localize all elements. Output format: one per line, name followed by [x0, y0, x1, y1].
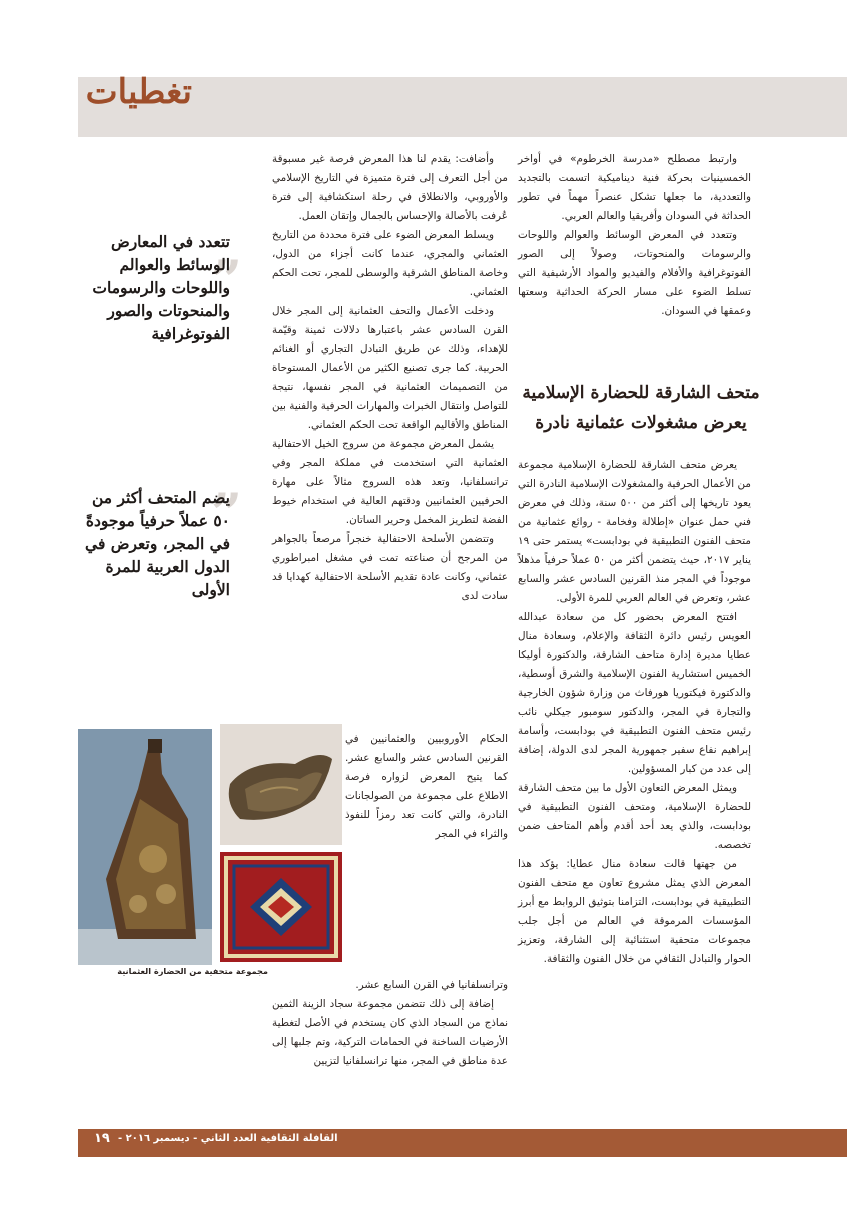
paragraph: ويسلط المعرض الضوء على فترة محددة من التاريخ العثماني والمجري، عندما كانت أجزاء من الدول، وخاصة المناطق الشرقية والوسطى للمجر، تحت الحكم العثماني. — [272, 229, 508, 298]
powder-flask-image — [78, 729, 212, 965]
paragraph: من جهتها قالت سعادة منال عطايا: يؤكد هذا المعرض الذي يمثل مشروع تعاون مع متحف الفنون التطبيقية في بودابست، التزامنا بتوثيق الروابط مع أبرز المؤسسات المرموقة في العالم من أجل جلب مجموعات متحفية استثنائية إلى الشارقة، وتعزيز الحوار والتبادل الثقافي من خلال الفنون والثقافة. — [518, 858, 751, 965]
article-headline — [518, 378, 764, 438]
article-column-middle-bottom — [272, 976, 508, 1071]
quote-mark-icon: „ — [212, 217, 244, 281]
footer-info — [118, 1133, 338, 1144]
footer-magazine-name: القافلة الثقافية — [260, 1133, 338, 1144]
headline-line: يعرض مشغولات عثمانية نادرة — [535, 413, 747, 433]
paragraph: وأضافت: يقدم لنا هذا المعرض فرصة غير مسبوقة من أجل التعرف إلى فترة متميزة في التاريخ الإسلامي والأوروبي، والانطلاق في رحلة استكشافية إلى فترة عُرفت بالأصالة والإحساس بالجمال وإتقان العمل. — [272, 153, 508, 222]
paragraph: الحكام الأوروبيين والعثمانيين في القرنين السادس عشر والسابع عشر. كما يتيح المعرض لزواره فرصة الاطلاع على مجموعة من الصولجانات النادرة، والتي كانت تعد رمزاً للنفوذ والثراء في المجر — [345, 733, 508, 840]
paragraph: وترانسلفانيا في القرن السابع عشر. — [355, 979, 508, 991]
photo-powder-flask — [78, 729, 212, 965]
paragraph: ويمثل المعرض التعاون الأول ما بين متحف الشارقة للحضارة الإسلامية، ومتحف الفنون التطبيقية في بودابست، والذي يعد أحد أقدم وأهم المتاحف ضمن تخصصه. — [518, 782, 751, 851]
saddle-image — [220, 724, 342, 845]
paragraph: افتتح المعرض بحضور كل من سعادة عبدالله العويس رئيس دائرة الثقافة والإعلام، وسعادة منال عطايا مديرة إدارة متاحف الشارقة، والدكتورة أوليكا الخميس استشارية الفنون الإسلامية والشرق أوسطية، والدكتورة فيكتوريا هورفاث من وزارة شؤون الخارجية والتجارة في المجر، والدكتور سومبور جيكلي نائب رئيس متحف الفنون التطبيقية في بودابست، وأسامة إبراهيم نفاع سفير جمهورية المجر لدى الدولة، إضافة إلى عدد من كبار المسؤولين. — [518, 611, 751, 775]
paragraph: ودخلت الأعمال والتحف العثمانية إلى المجر خلال القرن السادس عشر باعتبارها دلالات ثمينة وقيّمة للإهداء، وذلك عن طريق التبادل التجاري أو الغنائم الحربية. كما جرى تصنيع الكثير من الأعمال المستوحاة من التصميمات العثمانية في المجر نفسها، نتيجة للتواصل وانتقال الخبرات والمهارات الحرفية والفنية بين المناطق والأقاليم الواقعة تحت الحكم العثماني. — [272, 305, 508, 431]
photo-saddle — [220, 724, 342, 845]
paragraph: وتتعدد في المعرض الوسائط والعوالم واللوحات والرسومات والمنحوتات، وصولاً إلى الصور الفوتوغرافية والأفلام والفيديو والمواد الأرشيفية التي تسلط الضوء على مسار الحركة الحداثية وسعتها وعمقها في السودان. — [518, 229, 751, 317]
paragraph: يعرض متحف الشارقة للحضارة الإسلامية مجموعة من الأعمال الحرفية والمشغولات الإسلامية النادرة التي يعود تاريخها إلى أكثر من ٥٠٠ سنة، وذلك في معرض فني حمل عنوان «إطلالة وفخامة - روائع عثمانية من متحف الفنون التطبيقية في بودابست» يستمر حتى ١٩ يناير ٢٠١٧، حيث يتضمن أكثر من ٥٠ عملاً حرفياً مذهلاً موجوداً في المجر منذ القرنين السادس عشر والسابع عشر، وتعرض في العالم العربي للمرة الأولى. — [518, 459, 752, 604]
paragraph: وتتضمن الأسلحة الاحتفالية خنجراً مرصعاً بالجواهر من المرجح أن صناعته تمت في مشغل امبراطوري عثماني، وكانت عادة تقديم الأسلحة الاحتفالية كهدايا قد سادت لدى — [272, 533, 508, 602]
pull-quote: يضم المتحف أكثر من ٥٠ عملاً حرفياً موجودةً في المجر، وتعرض في الدول العربية للمرة الأولى — [85, 488, 230, 599]
header-band — [78, 77, 847, 137]
paragraph: وارتبط مصطلح «مدرسة الخرطوم» في أواخر الخمسينيات بحركة فنية ديناميكية اتسمت بالتجديد والتعددية، ما جعلها تشكل عنصراً مهماً في تطور الحداثة في السودان وأفريقيا والعالم العربي. — [518, 153, 751, 222]
paragraph: يشمل المعرض مجموعة من سروج الخيل الاحتفالية العثمانية التي استخدمت في مملكة المجر وفي ترانسلفانيا، وتعد هذه السروج مثالاً على مهارة الحرفيين العثمانيين ودقتهم العالية في استخدام خيوط الفضة لتطريز المخمل وحرير الساتان. — [272, 438, 508, 526]
quote-mark-icon: „ — [212, 450, 244, 514]
section-title: تغطيات — [85, 72, 192, 112]
page-number: ١٩ — [94, 1131, 110, 1146]
article-column-middle — [272, 150, 508, 606]
paragraph: إضافة إلى ذلك تتضمن مجموعة سجاد الزينة الثمين نماذج من السجاد الذي كان يستخدم في الأصل لتغطية الأرضيات الساخنة في الحمامات التركية، وتم جلبها إلى عدة مناطق في المجر، منها ترانسلفانيا لتزيين — [272, 998, 508, 1067]
headline-line: متحف الشارقة للحضارة الإسلامية — [522, 383, 760, 403]
carpet-image — [220, 852, 342, 962]
footer-issue: العدد الثاني - ديسمبر ٢٠١٦ - — [118, 1133, 257, 1144]
article-column-middle-narrow — [345, 730, 508, 844]
pull-quote: تتعدد في المعارض الوسائط والعوالم واللوحات والرسومات والمنحوتات والصور الفوتوغرافية — [92, 232, 230, 343]
photo-carpet — [220, 852, 342, 962]
article-column-right-lower — [518, 456, 751, 969]
photo-caption: مجموعة متحفية من الحضارة العثمانية — [117, 966, 268, 976]
